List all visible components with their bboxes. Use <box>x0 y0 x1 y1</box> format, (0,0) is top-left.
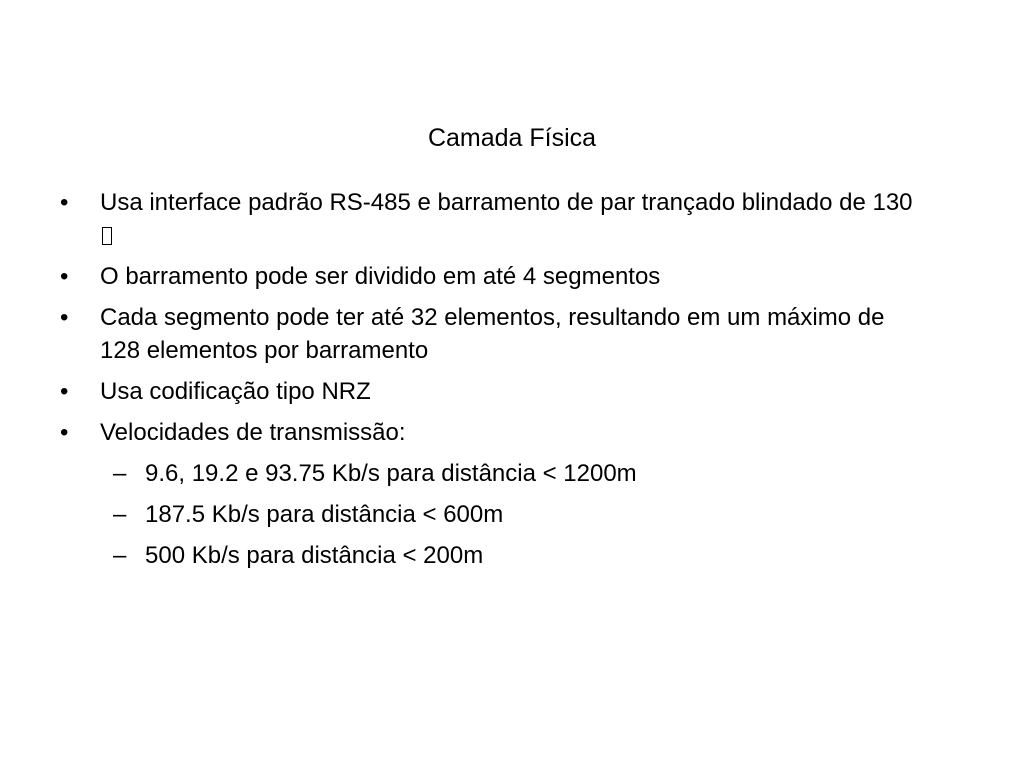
dash-icon: – <box>113 501 127 528</box>
sub-list-item <box>0 457 1024 490</box>
list-item-text: O barramento pode ser dividido em até 4 segmentos <box>100 263 661 290</box>
slide-title: Camada Física <box>427 124 597 152</box>
bullet-icon: • <box>60 378 69 405</box>
list-item <box>0 375 1024 408</box>
sub-list-item <box>0 539 1024 572</box>
list-item-text: Velocidades de transmissão: <box>100 419 406 446</box>
list-item <box>0 301 1024 367</box>
sub-list-item-text: 9.6, 19.2 e 93.75 Kb/s para distância < 1200m <box>145 460 637 487</box>
sub-list-item-text: 500 Kb/s para distância < 200m <box>145 542 484 569</box>
list-item-text: Cada segmento pode ter até 32 elementos, resultando em um máximo de 128 elementos por barramento <box>100 304 885 364</box>
sub-list-item <box>0 498 1024 531</box>
list-item <box>0 416 1024 449</box>
dash-icon: – <box>113 460 127 487</box>
list-item <box>0 186 1024 252</box>
missing-glyph-icon <box>102 227 112 245</box>
list-item-text: Usa interface padrão RS-485 e barramento de par trançado blindado de 130 <box>100 189 913 216</box>
bullet-icon: • <box>60 189 69 216</box>
bullet-icon: • <box>60 419 69 446</box>
list-item-text: Usa codificação tipo NRZ <box>100 378 371 405</box>
bullet-icon: • <box>60 263 69 290</box>
dash-icon: – <box>113 542 127 569</box>
bullet-icon: • <box>60 304 69 331</box>
bullet-list <box>0 186 1024 580</box>
list-item <box>0 260 1024 293</box>
sub-list-item-text: 187.5 Kb/s para distância < 600m <box>145 501 504 528</box>
